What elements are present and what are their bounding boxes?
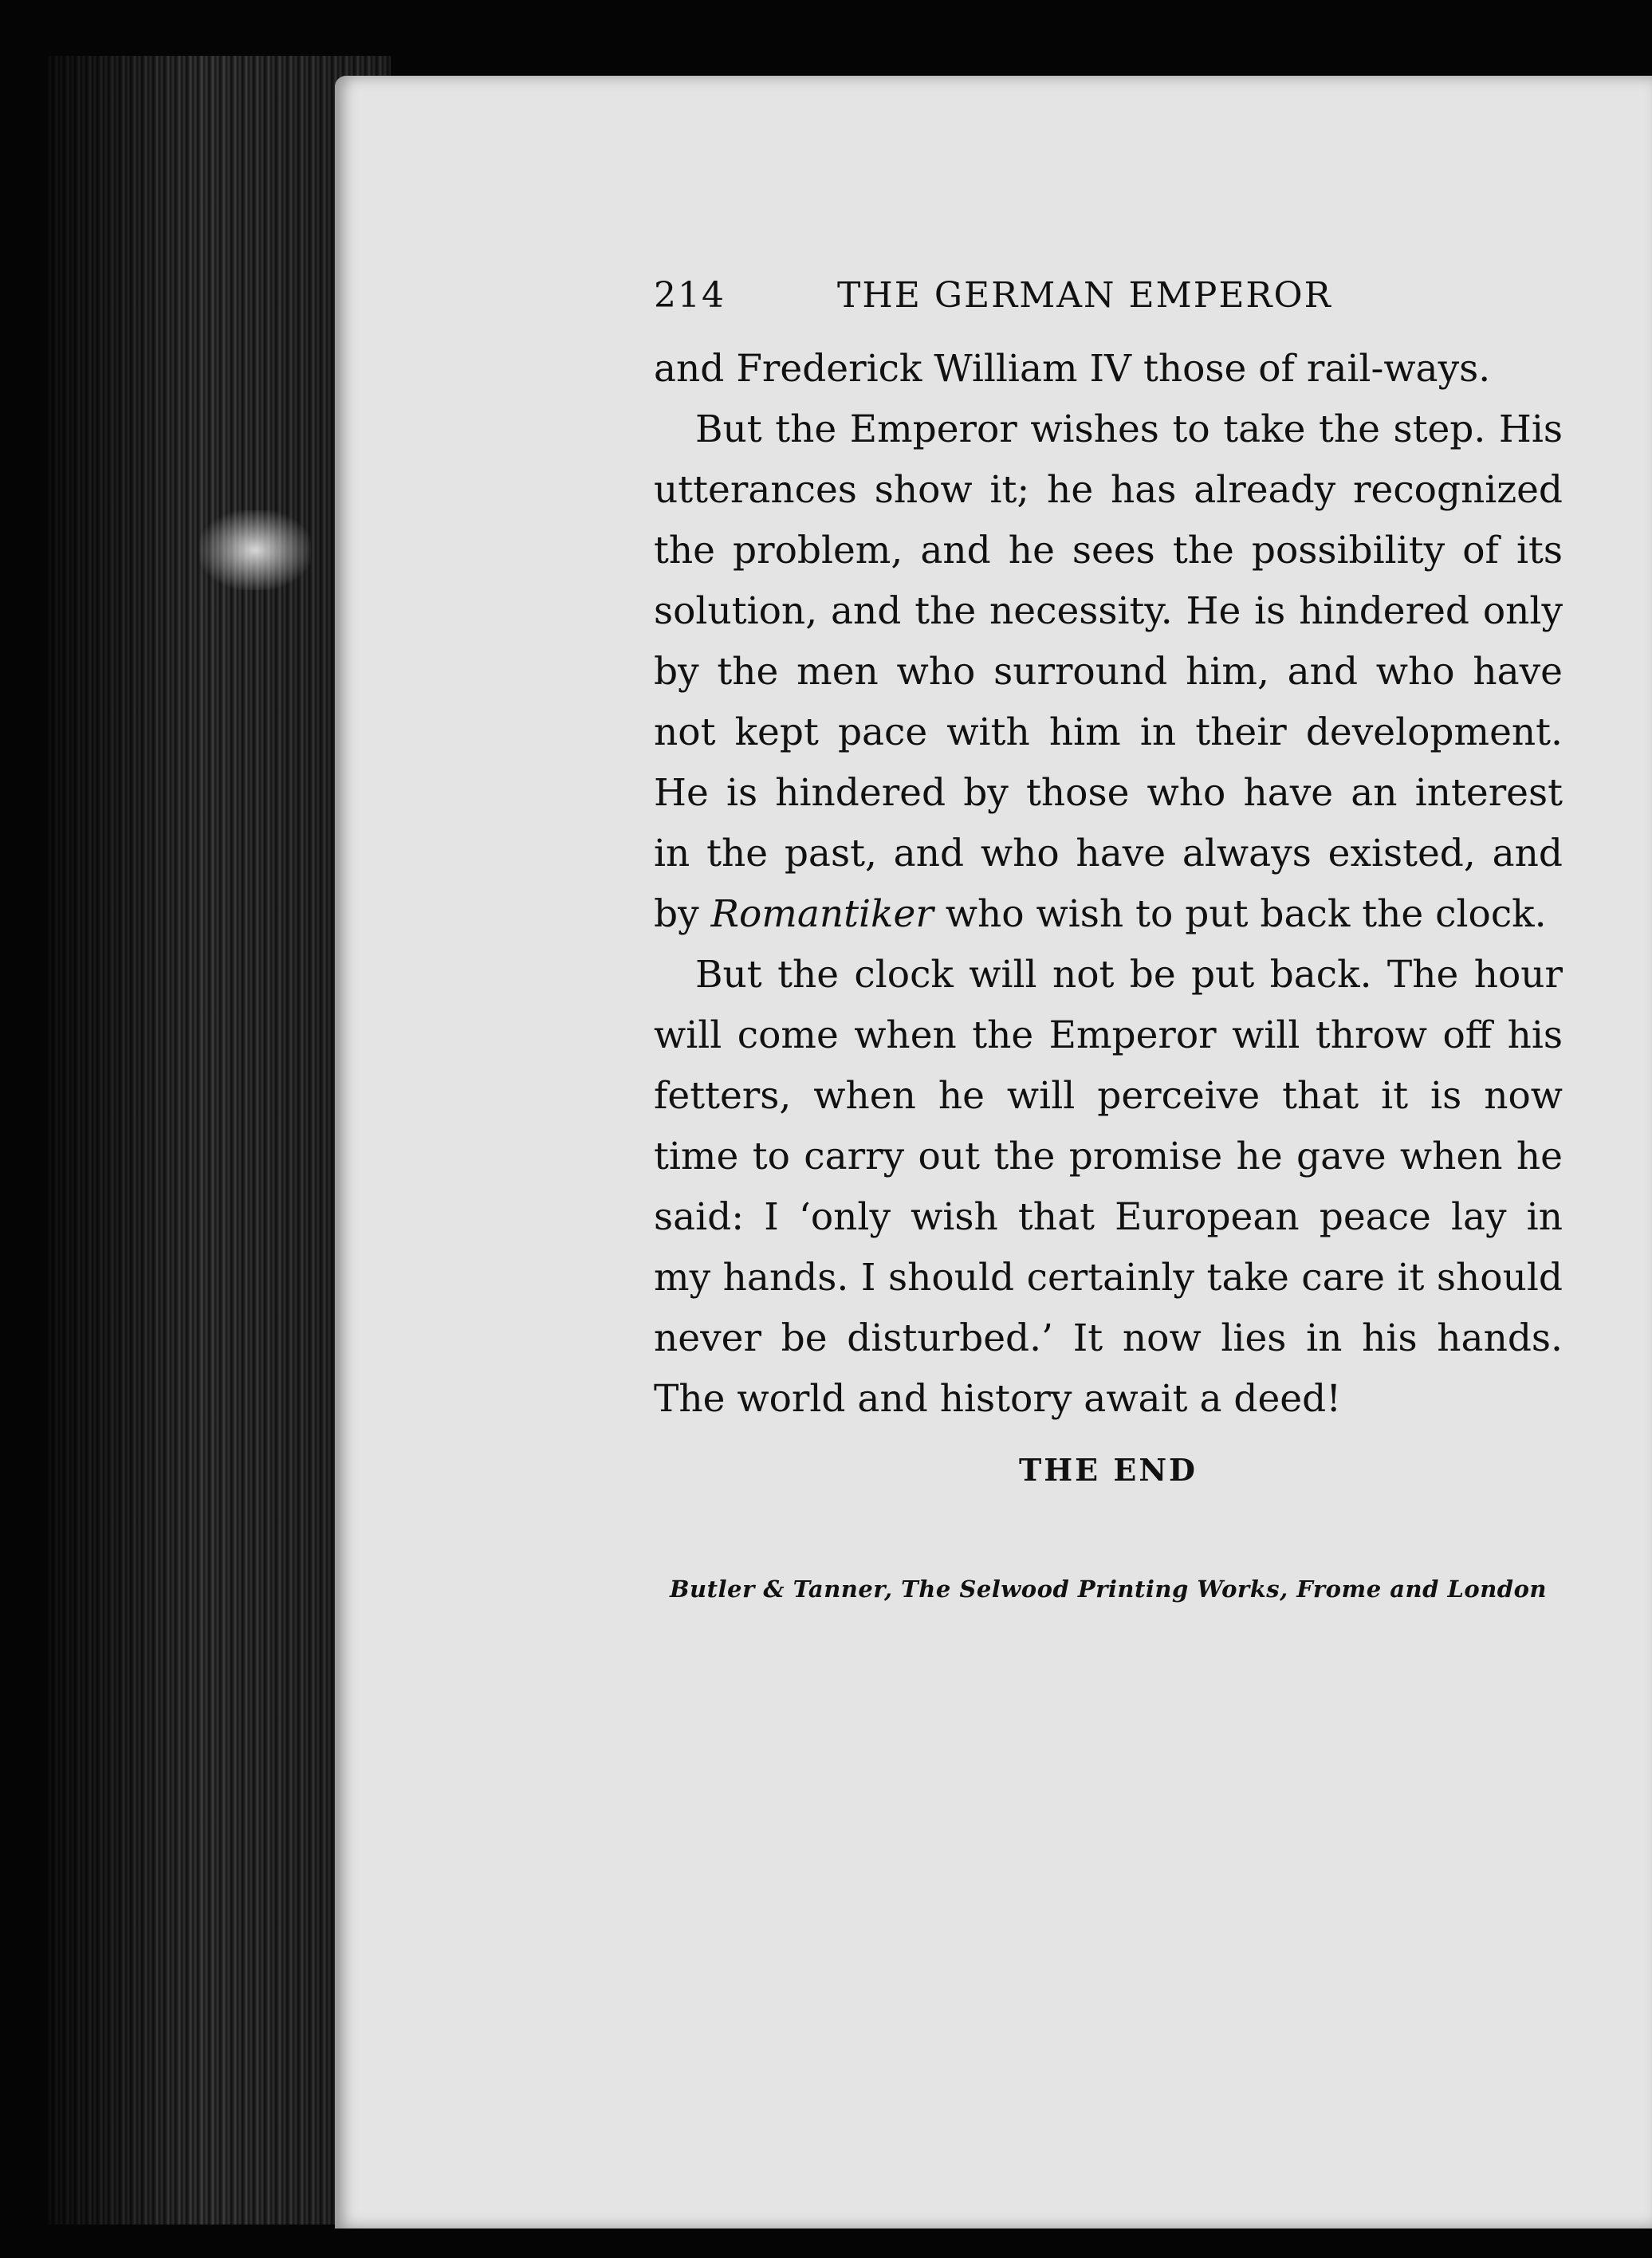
fore-edge-wear-mark bbox=[199, 510, 311, 590]
page-number: 214 bbox=[654, 275, 726, 316]
page-text-block bbox=[654, 275, 1563, 1603]
paragraph-1-text: and Frederick William IV those of rail-ways. bbox=[654, 347, 1491, 391]
paragraph-1 bbox=[654, 339, 1563, 399]
book-page bbox=[335, 76, 1652, 2228]
paragraph-3-text: But the clock will not be put back. The hour will come when the Emperor will throw off his fetters, when he will perceive that it is now time to carry out the promise he gave when he said: I ‘only wish that European peace lay in my hands. I should certainly take care it should never be disturbed.’ It now lies in his hands. The world and history await a deed! bbox=[654, 953, 1563, 1421]
paragraph-2 bbox=[654, 399, 1563, 945]
the-end-label: THE END bbox=[1018, 1452, 1198, 1488]
printer-imprint: Butler & Tanner, The Selwood Printing Works, Frome and London bbox=[669, 1575, 1548, 1603]
running-head-title: THE GERMAN EMPEROR bbox=[837, 275, 1332, 316]
paragraph-2-text: But the Emperor wishes to take the step. His utterances show it; he has already recognized the problem, and he sees the possibility of its solution, and the necessity. He is hindered only by the men who surround him, and who have not kept pace with him in their development. He is hindered by those who have an interest in the past, and who have always existed, and by bbox=[654, 407, 1563, 936]
running-head bbox=[654, 275, 1563, 339]
paragraph-2-text-end: who wish to put back the clock. bbox=[933, 892, 1547, 936]
paragraph-2-italic-term: Romantiker bbox=[710, 892, 934, 936]
paragraph-3 bbox=[654, 945, 1563, 1430]
